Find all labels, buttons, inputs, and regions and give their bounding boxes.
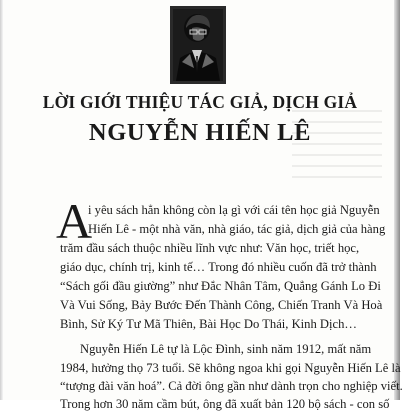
paragraph1-line: giáo dục, chính trị, kinh tế… Trong đó nhiều cuốn đã trở thành bbox=[60, 260, 377, 274]
paragraph1-line: “Sách gối đầu giường” như Đắc Nhân Tâm, Quẳng Gánh Lo Đi bbox=[60, 279, 381, 293]
page-left-edge bbox=[0, 0, 3, 400]
page-title-author-name: NGUYỄN HIẾN LÊ bbox=[88, 119, 312, 146]
paragraph2-line: 1984, hưởng thọ 73 tuổi. Sẽ không ngoa khi gọi Nguyễn Hiến Lê là bbox=[60, 361, 401, 375]
paragraph1-line: Hiến Lê - một nhà văn, nhà giáo, tác giả, dịch giả của hàng bbox=[88, 222, 386, 236]
paragraph1-line: Bình, Sử Ký Tư Mã Thiên, Bài Học Do Thái, Kinh Dịch… bbox=[60, 317, 357, 331]
paragraph1-line: Và Vui Sống, Bảy Bước Đến Thành Công, Chiến Tranh Và Hoà bbox=[60, 298, 383, 312]
paragraph2-line: Nguyễn Hiến Lê tự là Lộc Đình, sinh năm 1912, mất năm bbox=[80, 342, 372, 356]
paragraph2-line: “tượng đài văn hoá”. Cả đời ông gần như dành trọn cho nghiệp viết. bbox=[60, 379, 403, 393]
paragraph1-line: trăm đầu sách thuộc nhiều lĩnh vực như: Văn học, triết học, bbox=[60, 241, 360, 255]
paragraph1-line: i yêu sách hẳn không còn lạ gì với cái tên học giả Nguyễn bbox=[88, 203, 380, 217]
author-portrait-icon bbox=[170, 6, 226, 84]
page-gutter-edge bbox=[394, 0, 400, 400]
page-title-line1: LỜI GIỚI THIỆU TÁC GIẢ, DỊCH GIẢ bbox=[42, 92, 358, 112]
drop-cap-letter: A bbox=[56, 193, 93, 249]
paragraph2-line: Trong hơn 30 năm cầm bút, ông đã xuất bản 120 bộ sách - con số bbox=[60, 397, 390, 411]
